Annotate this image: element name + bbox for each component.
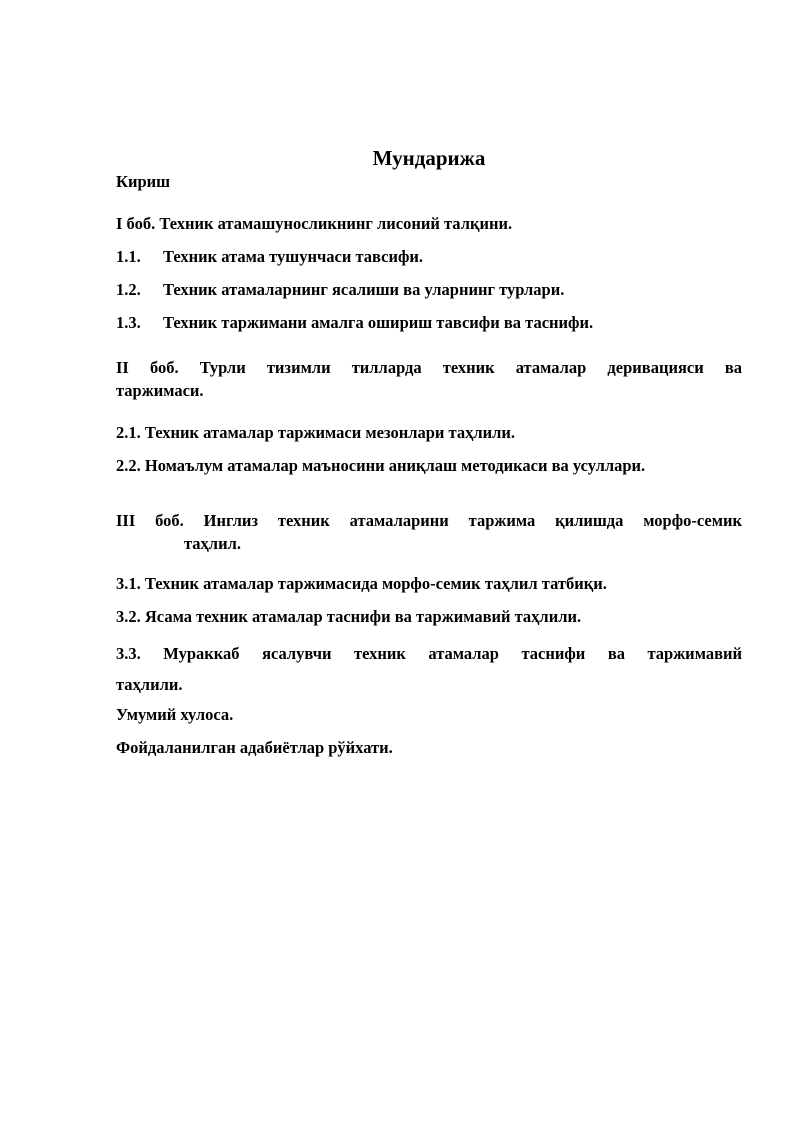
page-title: Мундарижа bbox=[372, 146, 486, 170]
section-title: Техник атамаларнинг ясалиши ва уларнинг турлари. bbox=[163, 280, 565, 299]
section-line: таҳлили. bbox=[116, 675, 183, 694]
section-line: 3.3. Мураккаб ясалувчи техник атамалар таснифи ва таржимавий bbox=[116, 644, 742, 663]
heading-line: таҳлил. bbox=[184, 534, 241, 553]
toc-chapter-1-heading: I боб. Техник атамашуносликнинг лисоний талқини. bbox=[116, 214, 513, 233]
toc-section-3-1: 3.1. Техник атамалар таржимасида морфо-семик таҳлил татбиқи. bbox=[116, 574, 607, 593]
heading-line: таржимаси. bbox=[116, 381, 204, 400]
toc-references: Фойдаланилган адабиётлар рўйхати. bbox=[116, 738, 393, 757]
toc-section-3-2: 3.2. Ясама техник атамалар таснифи ва таржимавий таҳлили. bbox=[116, 607, 582, 626]
toc-chapter-3-heading bbox=[116, 509, 742, 555]
toc-section-3-3 bbox=[116, 638, 742, 700]
toc-section-2-1: 2.1. Техник атамалар таржимаси мезонлари таҳлили. bbox=[116, 423, 516, 442]
toc-section-2-2: 2.2. Номаълум атамалар маъносини аниқлаш методикаси ва усуллари. bbox=[116, 456, 646, 475]
section-number: 1.2. bbox=[116, 280, 141, 299]
section-title: Техник таржимани амалга ошириш тавсифи ва таснифи. bbox=[163, 313, 594, 332]
toc-section-1-3 bbox=[116, 312, 742, 334]
toc-intro: Кириш bbox=[116, 172, 171, 191]
section-title: Техник атама тушунчаси тавсифи. bbox=[163, 247, 424, 266]
toc-chapter-2-heading bbox=[116, 356, 742, 402]
section-number: 1.1. bbox=[116, 247, 141, 266]
toc-section-1-1 bbox=[116, 246, 742, 268]
heading-line: II боб. Турли тизимли тилларда техник атамалар деривацияси ва bbox=[116, 358, 742, 377]
section-number: 1.3. bbox=[116, 313, 141, 332]
toc-conclusion: Умумий хулоса. bbox=[116, 705, 234, 724]
heading-line: III боб. Инглиз техник атамаларини таржима қилишда морфо-семик bbox=[116, 511, 742, 530]
toc-section-1-2 bbox=[116, 279, 742, 301]
